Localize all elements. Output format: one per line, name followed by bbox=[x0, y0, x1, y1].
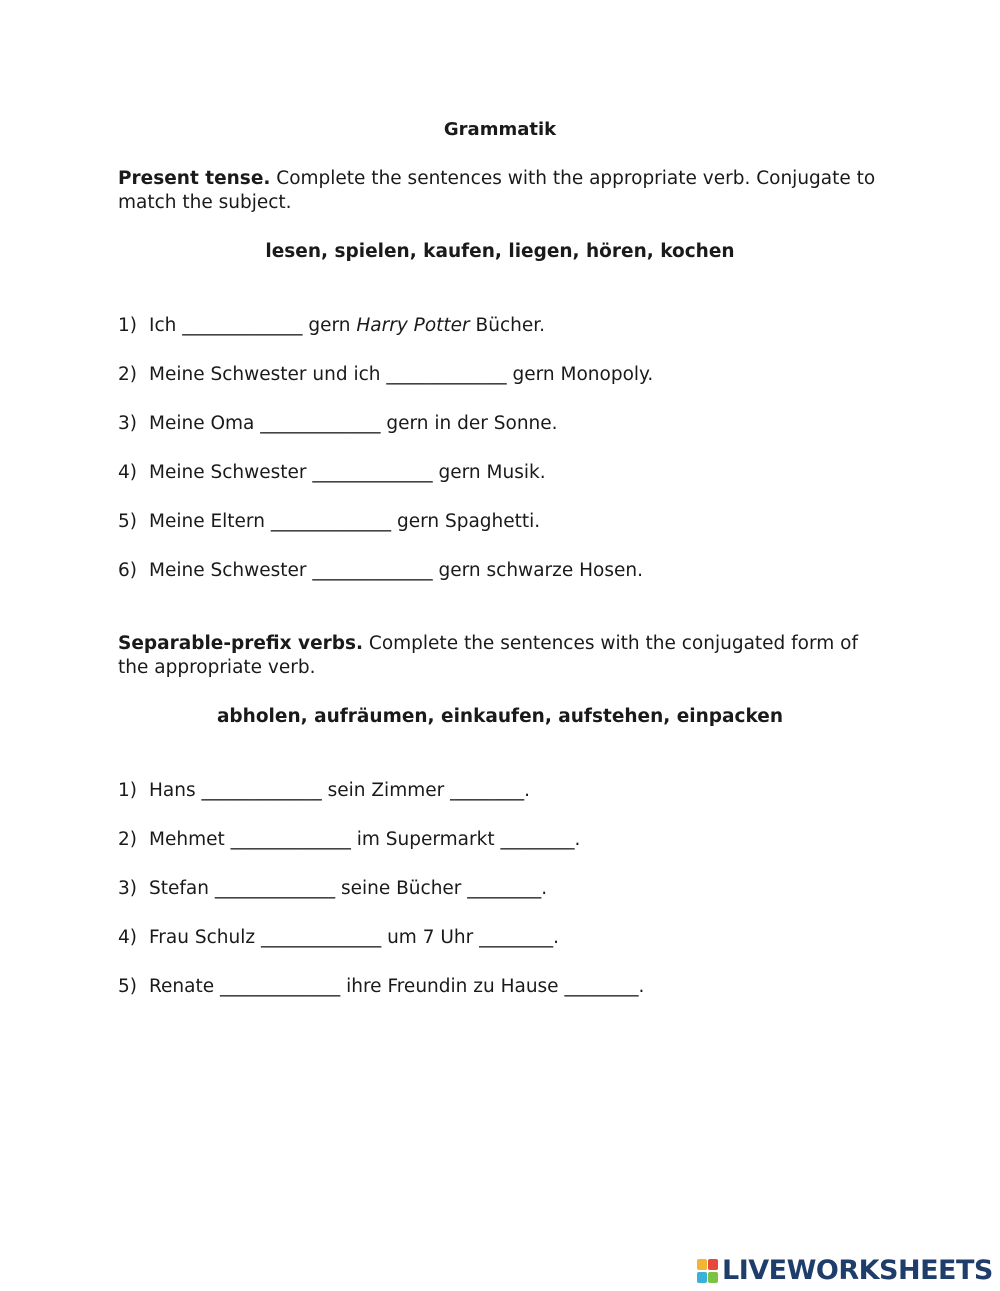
item-number: 6) bbox=[118, 560, 137, 581]
item-text-italic: Harry Potter bbox=[356, 315, 470, 336]
item-text: Meine Oma _____________ gern in der Sonne. bbox=[149, 413, 558, 434]
section2-word-bank: abholen, aufräumen, einkaufen, aufstehen, einpacken bbox=[216, 706, 784, 727]
section1-item-4 bbox=[118, 462, 546, 484]
item-text-pre: Ich _____________ gern bbox=[149, 315, 357, 336]
section2-instruction-text: Complete the sentences with the conjugated form of the appropriate verb. bbox=[118, 633, 859, 678]
item-number: 5) bbox=[118, 511, 137, 532]
section2-item-4 bbox=[118, 927, 559, 949]
item-number: 1) bbox=[118, 780, 137, 801]
section2-item-1 bbox=[118, 780, 530, 802]
item-text: Meine Schwester _____________ gern Musik. bbox=[149, 462, 546, 483]
item-number: 3) bbox=[118, 413, 137, 434]
item-text: Mehmet _____________ im Supermarkt ________. bbox=[149, 829, 581, 850]
section1-item-6 bbox=[118, 560, 643, 582]
item-number: 4) bbox=[118, 927, 137, 948]
item-number: 1) bbox=[118, 315, 137, 336]
section1-item-2 bbox=[118, 364, 653, 386]
item-text: Meine Eltern _____________ gern Spaghetti. bbox=[149, 511, 541, 532]
section2-instruction bbox=[118, 632, 893, 680]
item-text: Meine Schwester und ich _____________ gern Monopoly. bbox=[149, 364, 654, 385]
section2-heading: Separable-prefix verbs. bbox=[118, 633, 364, 654]
liveworksheets-watermark bbox=[697, 1255, 993, 1287]
section1-item-3 bbox=[118, 413, 558, 435]
section1-instruction bbox=[118, 167, 893, 215]
item-number: 3) bbox=[118, 878, 137, 899]
section1-heading: Present tense. bbox=[118, 168, 271, 189]
section2-item-2 bbox=[118, 829, 580, 851]
section1-item-5 bbox=[118, 511, 540, 533]
item-text: Stefan _____________ seine Bücher ________. bbox=[149, 878, 548, 899]
item-number: 4) bbox=[118, 462, 137, 483]
section1-item-1 bbox=[118, 315, 545, 337]
item-text: Frau Schulz _____________ um 7 Uhr ________. bbox=[149, 927, 559, 948]
liveworksheets-logo-icon bbox=[697, 1258, 719, 1284]
page-title: Grammatik bbox=[443, 119, 557, 140]
item-number: 5) bbox=[118, 976, 137, 997]
section1-word-bank: lesen, spielen, kaufen, liegen, hören, kochen bbox=[265, 241, 735, 262]
item-text: Meine Schwester _____________ gern schwarze Hosen. bbox=[149, 560, 643, 581]
section2-item-5 bbox=[118, 976, 644, 998]
section2-item-3 bbox=[118, 878, 547, 900]
item-text-post: Bücher. bbox=[469, 315, 546, 336]
item-text: Renate _____________ ihre Freundin zu Hause ________. bbox=[149, 976, 645, 997]
item-number: 2) bbox=[118, 364, 137, 385]
liveworksheets-logo-text: LIVEWORKSHEETS bbox=[722, 1255, 993, 1286]
item-text: Hans _____________ sein Zimmer ________. bbox=[149, 780, 530, 801]
section1-instruction-text: Complete the sentences with the appropriate verb. Conjugate to match the subject. bbox=[118, 168, 876, 213]
item-number: 2) bbox=[118, 829, 137, 850]
